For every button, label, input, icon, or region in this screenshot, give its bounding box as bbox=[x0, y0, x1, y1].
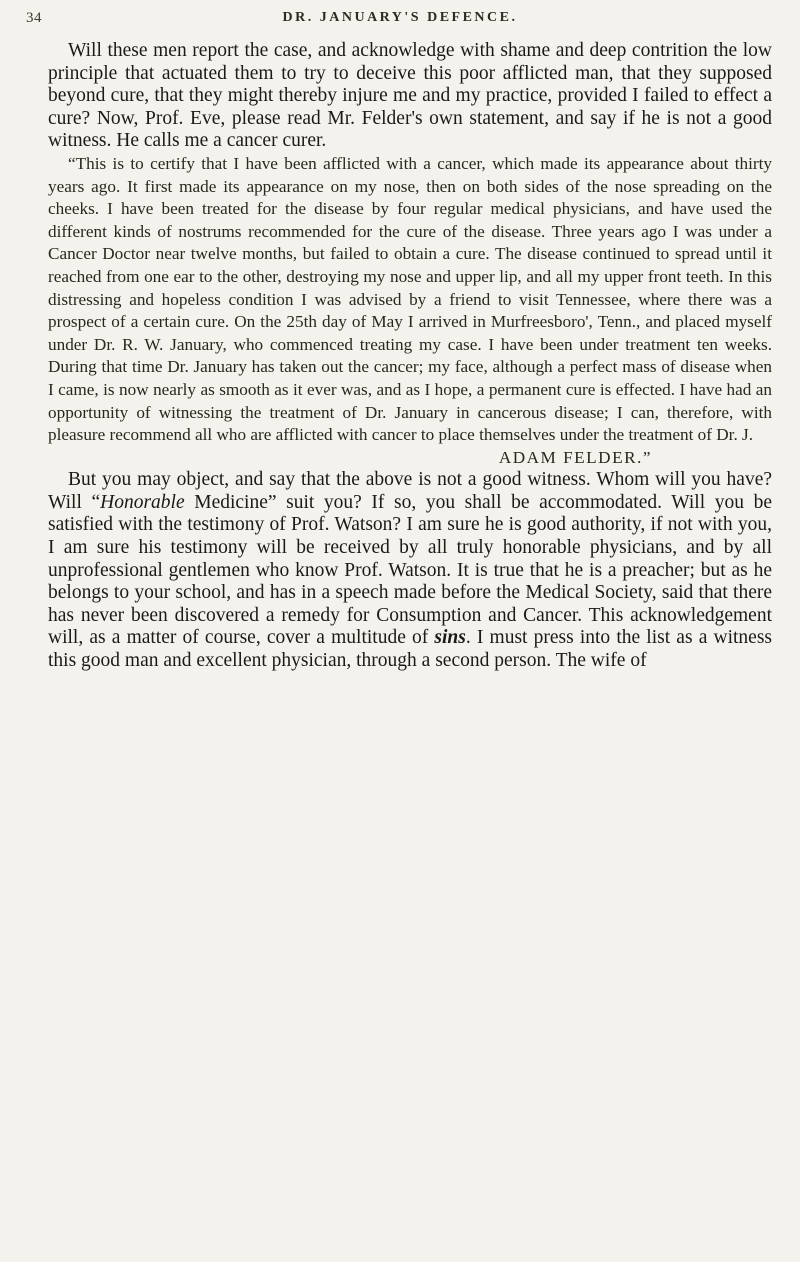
closing-text-2: Medicine” suit you? If so, you shall be accommodated. Will you be satisfied with the testimony of Prof. Watson? I am sure he is good authority, if not with you, I am sure his testimony will be received by all truly honorable physicians, and by all unprofessional gentlemen who know Prof. Watson. It is true that he is a preacher; but as he belongs to your school, and has in a speech made before the Medical Society, said that there has never been discovered a remedy for Consumption and Cancer. This acknowledgement will, as a matter of course, cover a multitude of bbox=[48, 491, 772, 649]
closing-italic-honorable: Honorable bbox=[100, 491, 185, 513]
closing-text-1: But you may object, and say that the above is not a good witness. Whom will you have? Will “ bbox=[48, 469, 772, 513]
letter-signature: ADAM FELDER.” bbox=[498, 447, 652, 467]
closing-paragraph bbox=[48, 469, 772, 672]
page-body bbox=[48, 40, 772, 673]
closing-italic-sins: sins bbox=[434, 627, 466, 649]
felder-letter-paragraph: “This is to certify that I have been afflicted with a cancer, which made its appearance about thirty years ago. It first made its appearance on my nose, then on both sides of the nose spreading on the cheeks. I have been treated for the disease by four regular medical physicians, and have used the different kinds of nostrums recommended for the cure of the disease. Three years ago I was under a Cancer Doctor near twelve months, but failed to obtain a cure. The disease continued to spread until it reached from one ear to the other, destroying my nose and upper lip, and all my upper front teeth. In this distressing and hopeless condition I was advised by a friend to visit Tennessee, where there was a prospect of a certain cure. On the 25th day of May I arrived in Murfreesboro', Tenn., and placed myself under Dr. R. W. January, who commenced treating my case. I have been under treatment ten weeks. During that time Dr. January has taken out the cancer; my face, although a perfect mass of disease when I came, is now nearly as smooth as it ever was, and as I hope, a permanent cure is effected. I have had an opportunity of witnessing the treatment of Dr. January in cancerous disease; I can, therefore, with pleasure recommend all who are afflicted with cancer to place themselves under the treatment of Dr. J. bbox=[48, 153, 772, 445]
closing-text-3: . I must press into the list as a witness this good man and excellent physician, through a second person. The wife of bbox=[48, 627, 772, 672]
page-header bbox=[26, 10, 774, 34]
intro-paragraph: Will these men report the case, and acknowledge with shame and deep contrition the low principle that actuated them to try to deceive this poor afflicted man, that they supposed beyond cure, that they might thereby injure me and my practice, provided I failed to effect a cure? Now, Prof. Eve, please read Mr. Felder's own statement, and say if he is not a good witness. He calls me a cancer curer. bbox=[48, 40, 772, 152]
running-head: DR. JANUARY'S DEFENCE. bbox=[282, 10, 518, 25]
page-number: 34 bbox=[26, 10, 42, 26]
